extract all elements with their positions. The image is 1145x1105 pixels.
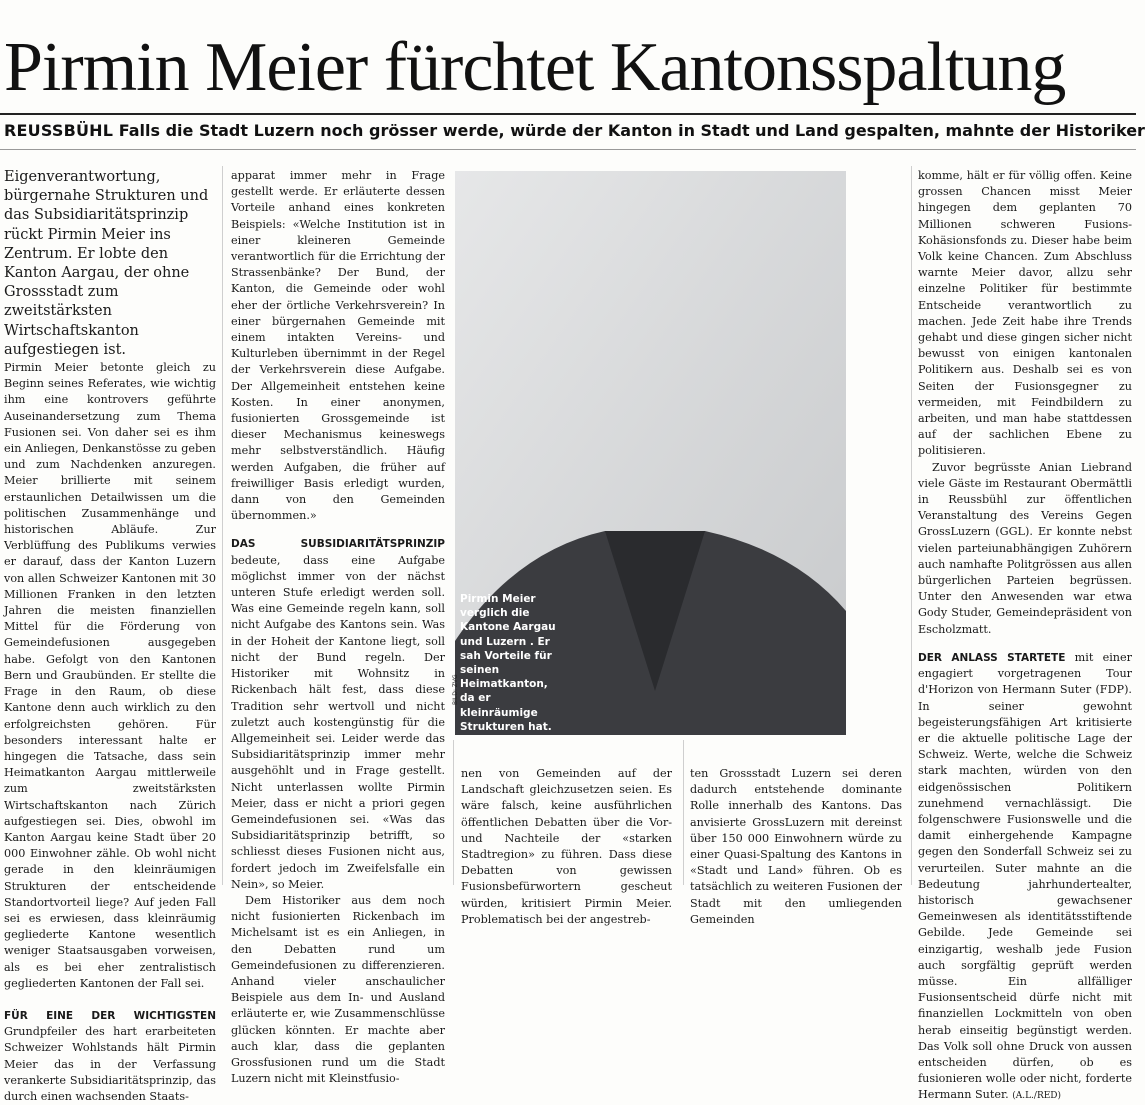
subheadline bbox=[4, 121, 1145, 140]
col1-paragraph-1: Pirmin Meier betonte gleich zu Beginn seines Referates, wie wichtig ihm eine kontrovers geführte Auseinandersetzung zum Thema Fusionen sei. Von daher sei es ihm ein Anliegen, Denkanstösse zu geben und zum Nachdenken anzuregen. Meier brillierte mit seinem erstaunlichen Detailwissen um die politischen Zusammenhänge und historischen Abläufe. Zur Verblüffung des Publikums verwies er darauf, dass der Kanton Luzern von allen Schweizer Kantonen mit 30 Millionen Franken in den letzten Jahren die meisten finanziellen Mittel für die Förderung von Gemeindefusionen ausgegeben habe. Gefolgt von den Kantonen Bern und Graubünden. Er stellte die Frage in den Raum, ob diese Kantone denn auch wirklich zu den erfolgreichsten gehören. Für besonders interessant halte er hingegen die Tatsache, dass sein Heimatkanton Aargau mittlerweile zum zweitstärksten Wirtschaftskanton nach Zürich aufgestiegen sei. Dies, obwohl im Kanton Aargau keine Stadt über 20 000 Einwohner zähle. Ob wohl nicht gerade in den kleinräumigen Strukturen der entscheidende Standortvorteil liege? Auf jeden Fall sei es erwiesen, dass kleinräumig gegliederte Kantone wesentlich weniger Staatsausgaben vorweisen, als es bei eher zentralistisch gegliederten Kantonen der Fall sei. bbox=[4, 361, 216, 990]
col5-paragraph-1: komme, hält er für völlig offen. Keine grossen Chancen misst Meier hingegen dem geplanten 70 Millionen schweren Fusions-Kohäsionsfonds zu. Dieser habe beim Volk keine Chancen. Zum Abschluss warnte Meier davor, allzu sehr einzelne Politiker für bestimmte Entscheide verantwortlich zu machen. Jede Zeit habe ihre Trends gehabt und diese gingen sicher nicht bewusst von einigen kantonalen Politikern aus. Deshalb sei es von Seiten der Fusionsgegner zu vermeiden, mit Feindbildern zu arbeiten, und man habe stattdessen auf der sachlichen Ebene zu politisieren. bbox=[918, 169, 1132, 458]
headline: Pirmin Meier fürchtet Kantonsspaltung bbox=[4, 29, 1066, 106]
col1-paragraph-2 bbox=[4, 1008, 216, 1105]
column-divider bbox=[683, 740, 684, 885]
col2-paragraph-2-text: bedeute, dass eine Aufgabe möglichst immer von der nächst unteren Stufe erledigt werden soll. Was eine Gemeinde regeln kann, soll nicht Aufgabe des Kantons sein. Was in der Hoheit der Kantone liegt, soll nicht der Bund regeln. Der Historiker mit Wohnsitz in Rickenbach hält fest, dass diese Tradition sehr wertvoll und nicht zuletzt auch kostengünstig für die Allgemeinheit sei. Leider werde das Subsidiaritätsprinzip immer mehr ausgehöhlt und in Frage gestellt. Nicht unterlassen wollte Pirmin Meier, dass er nicht a priori gegen Gemeindefusionen sei. «Was das Subsidiaritätsprinzip betrifft, so schliesst dieses Fusionen nicht aus, fordert jedoch im Zweifelsfalle ein Nein», so Meier. bbox=[231, 553, 445, 891]
photo-caption: Pirmin Meier verglich die Kantone Aargau und Luzern . Er sah Vorteile für seinen Heimatkanton, da er kleinräumige Strukturen hat. bbox=[460, 593, 556, 733]
column-divider bbox=[222, 166, 223, 885]
subheadline-kicker: REUSSBÜHL bbox=[4, 121, 114, 140]
column-4 bbox=[690, 766, 902, 926]
column-1 bbox=[4, 168, 216, 1103]
subheadline-rule bbox=[0, 149, 1136, 150]
col2-subhead: DAS SUBSIDIARITÄTSPRINZIP bbox=[231, 538, 445, 551]
column-2 bbox=[231, 168, 445, 1086]
col2-paragraph-1: apparat immer mehr in Frage gestellt werde. Er erläuterte dessen Vorteile anhand eines konkreten Beispiels: «Welche Institution ist in einer kleineren Gemeinde verantwortlich für die Errichtung der Strassenbänke? Der Bund, der Kanton, die Gemeinde oder wohl eher der örtliche Verkehrsverein? In einer bürgernahen Gemeinde mit einem intakten Vereins- und Kulturleben übernimmt in der Regel der Verkehrsverein diese Aufgabe. Der Allgemeinheit entstehen keine Kosten. In einer anonymen, fusionierten Grossgemeinde ist dieser Mechanismus keineswegs mehr selbstverständlich. Häufig werden Aufgaben, die früher auf freiwilliger Basis erledigt wurden, dann von den Gemeinden übernommen.» bbox=[231, 169, 445, 523]
subheadline-text: Falls die Stadt Luzern noch grösser werde, würde der Kanton in Stadt und Land gespalten, mahnte der Historiker bbox=[118, 121, 1145, 140]
col5-paragraph-2: Zuvor begrüsste Anian Liebrand viele Gäste im Restaurant Obermättli in Reussbühl zur öffentlichen Veranstaltung des Vereins Gegen GrossLuzern (GGL). Er konnte nebst vielen parteiunabhängigen Zuhörern auch namhafte Politgrössen aus allen bürgerlichen Parteien begrüssen. Unter den Anwesenden war etwa Gody Studer, Gemeindepräsident von Escholzmatt. bbox=[918, 460, 1132, 636]
col2-paragraph-2 bbox=[231, 536, 445, 892]
author-signature: (A.L./RED) bbox=[1012, 1091, 1062, 1102]
column-5 bbox=[918, 168, 1132, 1102]
col1-subhead: FÜR EINE DER WICHTIGSTEN bbox=[4, 1009, 216, 1022]
col3-paragraph-1: nen von Gemeinden auf der Landschaft gleichzusetzen seien. Es wäre falsch, keine ausführlichen öffentlichen Debatten über die Vor- und Nachteile der «starken Stadtregion» zu führen. Dass diese Debatten von gewissen Fusionsbefürwortern gescheut würden, kritisiert Pirmin Meier. Problematisch bei der angestreb- bbox=[461, 767, 672, 926]
lead-paragraph: Eigenverantwortung, bürgernahe Strukturen und das Subsidiaritätsprinzip rückt Pirmin Meier ins Zentrum. Er lobte den Kanton Aargau, der ohne Grossstadt zum zweitstärksten Wirtschaftskanton aufgestiegen ist. bbox=[4, 169, 209, 358]
col5-subhead: DER ANLASS STARTETE bbox=[918, 651, 1066, 664]
col4-paragraph-1: ten Grossstadt Luzern sei deren dadurch entstehende dominante Rolle innerhalb des Kantons. Das anvisierte GrossLuzern mit dereinst über 150 000 Einwohnern würde zu einer Quasi-Spaltung des Kantons in «Stadt und Land» führen. Ob es tatsächlich zu weiteren Fusionen der Stadt mit den umliegenden Gemeinden bbox=[690, 767, 902, 926]
col5-paragraph-3-text: mit einer engagiert vorgetragenen Tour d'Horizon von Hermann Suter (FDP). In seiner gewohnt begeisterungsfähigen Art kritisierte er die aktuelle politische Lage der Schweiz. Werte, welche die Schweiz stark machten, würden von den eidgenössischen Politikern zunehmend vernachlässigt. Die folgenschwere Fusionswelle und die damit einhergehende Kampagne gegen den Sonderfall Schweiz sei zu verurteilen. Suter mahnte an die Bedeutung jahrhundertealter, historisch gewachsener Gemeinwesen als identitätsstiftende Gebilde. Jede Gemeinde sei einzigartig, weshalb jede Fusion auch sorgfältig geprüft werden müsse. Ein allfälliger Fusionsentscheid dürfe nicht mit finanziellen Lockmitteln von oben herab einseitig begünstigt werden. Das Volk soll ohne Druck von aussen entscheiden dürfen, ob es fusionieren wolle oder nicht, forderte Hermann Suter. bbox=[918, 650, 1132, 1102]
col1-paragraph-2-text: Grundpfeiler des hart erarbeiteten Schweizer Wohlstands hält Pirmin Meier das in der Verfassung verankerte Subsidiaritätsprinzip, das durch einen wachsenden Staats- bbox=[4, 1025, 216, 1103]
col5-paragraph-3 bbox=[918, 650, 1132, 1105]
col2-paragraph-3: Dem Historiker aus dem noch nicht fusionierten Rickenbach im Michelsamt ist es ein Anliegen, in den Debatten rund um Gemeindefusionen zu differenzieren. Anhand vieler anschaulicher Beispiele aus dem In- und Ausland erläuterte er, wie Zusammenschlüsse glücken könnten. Er machte aber auch klar, dass die geplanten Grossfusionen rund um die Stadt Luzern nicht mit Kleinstfusio- bbox=[231, 893, 445, 1086]
column-3 bbox=[461, 766, 672, 926]
column-divider bbox=[911, 166, 912, 885]
photo-credit: BILD: ZVG bbox=[452, 674, 459, 705]
column-divider bbox=[453, 740, 454, 885]
headline-rule bbox=[0, 113, 1136, 115]
